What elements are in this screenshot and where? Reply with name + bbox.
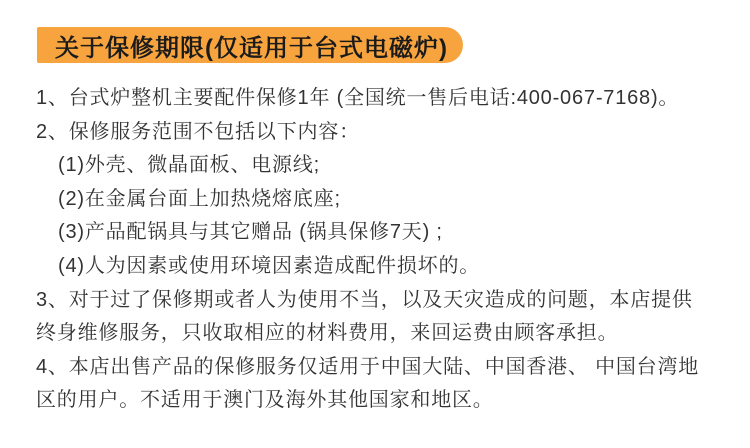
warranty-term-line bbox=[36, 284, 722, 318]
warranty-term-text: 3、对于过了保修期或者人为使用不当，以及天灾造成的问题，本店提供 bbox=[36, 288, 693, 311]
page-title: 关于保修期限(仅适用于台式电磁炉) bbox=[55, 34, 448, 62]
warranty-term-line bbox=[36, 216, 722, 250]
warranty-notice-page bbox=[0, 27, 750, 448]
warranty-term-text: (2)在金属台面上加热烧熔底座; bbox=[58, 187, 341, 210]
warranty-term-line bbox=[36, 183, 722, 217]
warranty-term-text: 1、台式炉整机主要配件保修1年 (全国统一售后电话:400-067-7168)。 bbox=[36, 87, 680, 109]
warranty-term-text: 终身维修服务，只收取相应的材料费用，来回运费由顾客承担。 bbox=[36, 322, 619, 345]
warranty-term-text: 4、本店出售产品的保修服务仅适用于中国大陆、中国香港、 中国台湾地 bbox=[36, 355, 700, 378]
warranty-header-banner bbox=[37, 27, 463, 63]
warranty-term-text: 区的用户。不适用于澳门及海外其他国家和地区。 bbox=[36, 389, 494, 412]
warranty-term-line bbox=[36, 149, 722, 183]
warranty-term-text: (4)人为因素或使用环境因素造成配件损坏的。 bbox=[58, 254, 481, 277]
warranty-term-text: (1)外壳、微晶面板、电源线; bbox=[58, 154, 320, 177]
warranty-term-line bbox=[36, 384, 722, 418]
warranty-terms-list bbox=[36, 82, 722, 418]
warranty-term-line bbox=[36, 82, 722, 116]
warranty-term-text: (3)产品配锅具与其它赠品 (锅具保修7天) ; bbox=[58, 221, 443, 244]
warranty-term-line bbox=[36, 317, 722, 351]
warranty-term-text: 2、保修服务范围不包括以下内容： bbox=[36, 120, 360, 143]
warranty-term-line bbox=[36, 250, 722, 284]
warranty-term-line bbox=[36, 351, 722, 385]
warranty-term-line bbox=[36, 116, 722, 150]
